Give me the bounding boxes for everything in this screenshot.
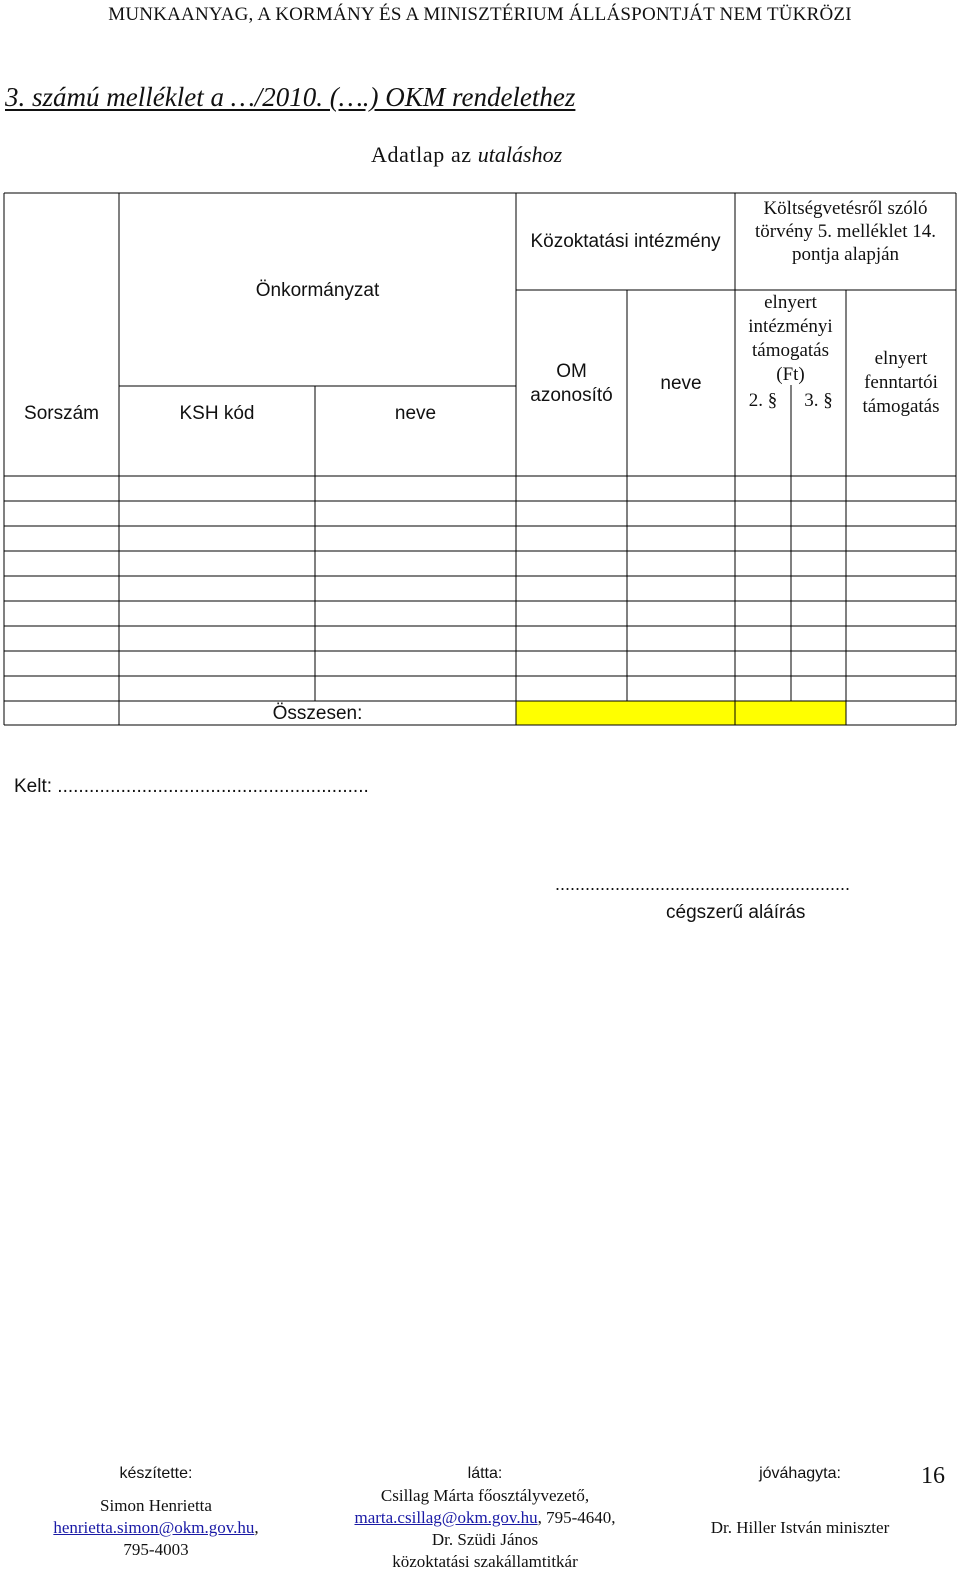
- col-header-int-tam-line3: támogatás: [751, 340, 830, 361]
- seen-label: látta:: [467, 1465, 503, 1482]
- footer-seen: [320, 1463, 650, 1573]
- col-header-ksh-kod: KSH kód: [179, 403, 255, 424]
- group-header-kv-line1: Költségvetésről szóló: [763, 198, 928, 219]
- prepared-email-link[interactable]: henrietta.simon@okm.gov.hu: [53, 1518, 255, 1537]
- total-label: Összesen:: [272, 703, 363, 724]
- group-header-intezmeny: Közoktatási intézmény: [530, 231, 721, 252]
- seen-name: Csillag Márta főosztályvezető,: [380, 1486, 590, 1505]
- prepared-phone: 795-4003: [123, 1540, 189, 1559]
- annex-title: 3. számú melléklet a …/2010. (….) OKM rendelethez: [5, 82, 576, 112]
- footer-prepared: [20, 1463, 292, 1561]
- page-number: 16: [921, 1463, 945, 1489]
- seen-phone: , 795-4640,: [537, 1508, 616, 1527]
- disclaimer-header: MUNKAANYAG, A KORMÁNY ÉS A MINISZTÉRIUM ÁLLÁSPONTJÁT NEM TÜKRÖZI: [108, 4, 852, 25]
- col-header-om-line2: azonosító: [530, 385, 613, 406]
- signature-line[interactable]: ...........................................................: [555, 874, 851, 894]
- group-header-onkormanyzat: Önkormányzat: [255, 280, 380, 301]
- col-header-par2: 2. §: [748, 390, 778, 411]
- seen-name2: Dr. Szüdi János: [431, 1530, 539, 1549]
- seen-email-link[interactable]: marta.csillag@okm.gov.hu: [354, 1508, 538, 1527]
- col-header-fenn-line3: támogatás: [862, 396, 940, 417]
- col-header-om-line1: OM: [556, 361, 587, 382]
- total-int-cell[interactable]: [516, 701, 735, 725]
- approved-name: Dr. Hiller István miniszter: [710, 1518, 890, 1537]
- date-line[interactable]: Kelt: ...........................................................: [14, 776, 369, 797]
- col-header-sorszam: Sorszám: [24, 403, 99, 424]
- prepared-label: készítette:: [119, 1465, 193, 1482]
- total-fenn-cell[interactable]: [735, 701, 846, 725]
- sheet-title-italic: utaláshoz: [477, 142, 563, 167]
- footer-approved: [680, 1463, 920, 1539]
- prepared-name: Simon Henrietta: [100, 1496, 212, 1515]
- col-header-int-tam-line1: elnyert: [764, 292, 817, 313]
- group-header-kv-line3: pontja alapján: [791, 244, 900, 265]
- signature-label: cégszerű aláírás: [666, 902, 806, 923]
- seen-title2: közoktatási szakállamtitkár: [392, 1552, 578, 1571]
- approved-label: jóváhagyta:: [759, 1465, 841, 1482]
- group-header-kv-line2: törvény 5. melléklet 14.: [755, 221, 936, 242]
- col-header-int-tam-line4: (Ft): [776, 364, 805, 385]
- col-header-fenn-line1: elnyert: [874, 348, 928, 369]
- col-header-fenn-line2: fenntartói: [864, 372, 938, 393]
- sheet-title-plain: Adatlap az: [371, 142, 478, 167]
- col-header-onk-neve: neve: [394, 403, 437, 424]
- prepared-sep: ,: [254, 1518, 259, 1537]
- col-header-int-tam-line2: intézményi: [748, 316, 833, 337]
- col-header-int-neve: neve: [660, 373, 702, 394]
- col-header-par3: 3. §: [804, 390, 833, 411]
